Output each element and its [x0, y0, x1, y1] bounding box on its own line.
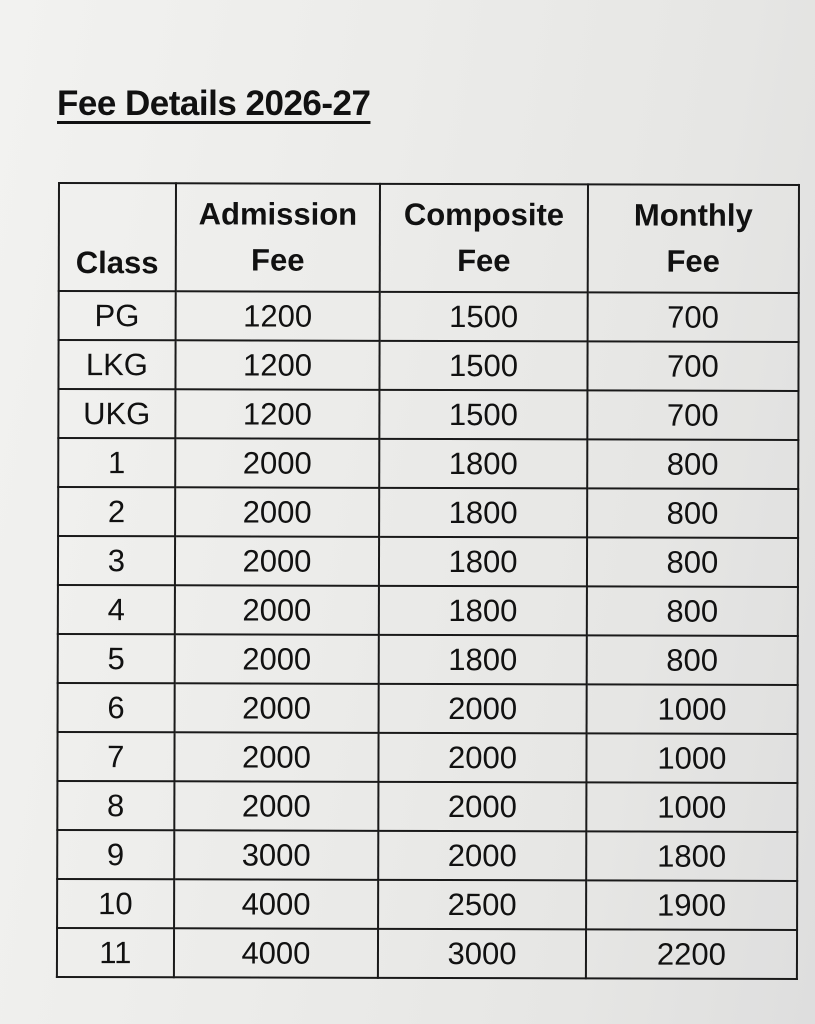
table-row	[58, 487, 798, 538]
cell-admission-fee: 1200	[175, 340, 380, 390]
header-monthly-line1: Monthly	[633, 197, 753, 233]
cell-class: 2	[58, 487, 175, 536]
cell-monthly-fee: 800	[587, 439, 798, 489]
cell-monthly-fee: 1000	[586, 733, 797, 783]
cell-admission-fee: 3000	[174, 830, 379, 880]
cell-class: UKG	[58, 389, 175, 438]
cell-class: PG	[59, 291, 176, 340]
cell-admission-fee: 2000	[175, 585, 380, 635]
header-composite-line1: Composite	[403, 196, 565, 232]
cell-admission-fee: 1200	[175, 291, 380, 341]
header-admission-line2: Fee	[251, 242, 305, 278]
cell-composite-fee: 2000	[379, 782, 587, 832]
cell-class: 10	[57, 879, 174, 928]
cell-composite-fee: 1800	[379, 586, 587, 636]
cell-composite-fee: 2000	[379, 684, 587, 734]
table-row	[58, 438, 798, 489]
table-row	[57, 879, 797, 930]
cell-composite-fee: 1800	[379, 537, 587, 587]
cell-composite-fee: 1500	[380, 292, 588, 342]
cell-composite-fee: 1500	[380, 341, 588, 391]
table-row	[57, 781, 797, 832]
cell-admission-fee: 2000	[175, 536, 380, 586]
cell-class: 9	[57, 830, 174, 879]
header-class-label: Class	[75, 244, 159, 280]
cell-composite-fee: 3000	[378, 929, 586, 979]
cell-class: 8	[57, 781, 174, 830]
cell-monthly-fee: 800	[587, 488, 798, 538]
cell-class: 4	[58, 585, 175, 634]
header-composite-line2: Fee	[457, 243, 511, 279]
cell-composite-fee: 2000	[378, 831, 586, 881]
fee-table-body	[57, 291, 799, 979]
cell-monthly-fee: 700	[587, 390, 798, 440]
cell-composite-fee: 1800	[379, 488, 587, 538]
table-row	[58, 634, 798, 685]
cell-class: LKG	[58, 340, 175, 389]
cell-monthly-fee: 700	[587, 341, 798, 391]
cell-admission-fee: 2000	[174, 634, 379, 684]
header-admission-line1: Admission	[198, 195, 358, 232]
table-row	[59, 291, 799, 342]
table-row	[58, 389, 798, 440]
cell-admission-fee: 2000	[175, 438, 380, 488]
header-composite-fee	[380, 184, 588, 293]
cell-monthly-fee: 800	[587, 537, 798, 587]
table-row	[58, 585, 798, 636]
table-row	[58, 536, 798, 587]
cell-composite-fee: 2500	[378, 880, 586, 930]
cell-composite-fee: 1500	[380, 390, 588, 440]
cell-class: 3	[58, 536, 175, 585]
cell-class: 7	[57, 732, 174, 781]
cell-monthly-fee: 1800	[586, 831, 797, 881]
cell-class: 1	[58, 438, 175, 487]
cell-composite-fee: 1800	[379, 439, 587, 489]
cell-monthly-fee: 2200	[586, 929, 797, 979]
cell-class: 5	[58, 634, 175, 683]
fee-table	[56, 182, 800, 980]
cell-composite-fee: 1800	[379, 635, 587, 685]
cell-admission-fee: 1200	[175, 389, 380, 439]
cell-admission-fee: 4000	[174, 879, 379, 929]
table-row	[57, 928, 797, 979]
cell-monthly-fee: 1000	[586, 684, 797, 734]
header-admission-fee	[175, 183, 380, 292]
header-class	[59, 183, 176, 291]
cell-monthly-fee: 800	[587, 635, 798, 685]
page-title: Fee Details 2026-27	[57, 84, 371, 123]
cell-monthly-fee: 1900	[586, 880, 797, 930]
header-row	[59, 183, 799, 293]
table-row	[57, 830, 797, 881]
cell-monthly-fee: 1000	[586, 782, 797, 832]
cell-monthly-fee: 800	[587, 586, 798, 636]
header-monthly-fee	[588, 184, 799, 293]
cell-admission-fee: 2000	[174, 683, 379, 733]
cell-class: 6	[58, 683, 175, 732]
cell-class: 11	[57, 928, 174, 977]
cell-admission-fee: 4000	[174, 928, 379, 978]
fee-table-header	[59, 183, 799, 293]
table-row	[57, 732, 797, 783]
table-row	[58, 340, 798, 391]
cell-admission-fee: 2000	[175, 487, 380, 537]
header-monthly-line2: Fee	[666, 243, 720, 279]
cell-admission-fee: 2000	[174, 781, 379, 831]
cell-monthly-fee: 700	[587, 292, 798, 342]
cell-admission-fee: 2000	[174, 732, 379, 782]
cell-composite-fee: 2000	[379, 733, 587, 783]
table-row	[58, 683, 798, 734]
